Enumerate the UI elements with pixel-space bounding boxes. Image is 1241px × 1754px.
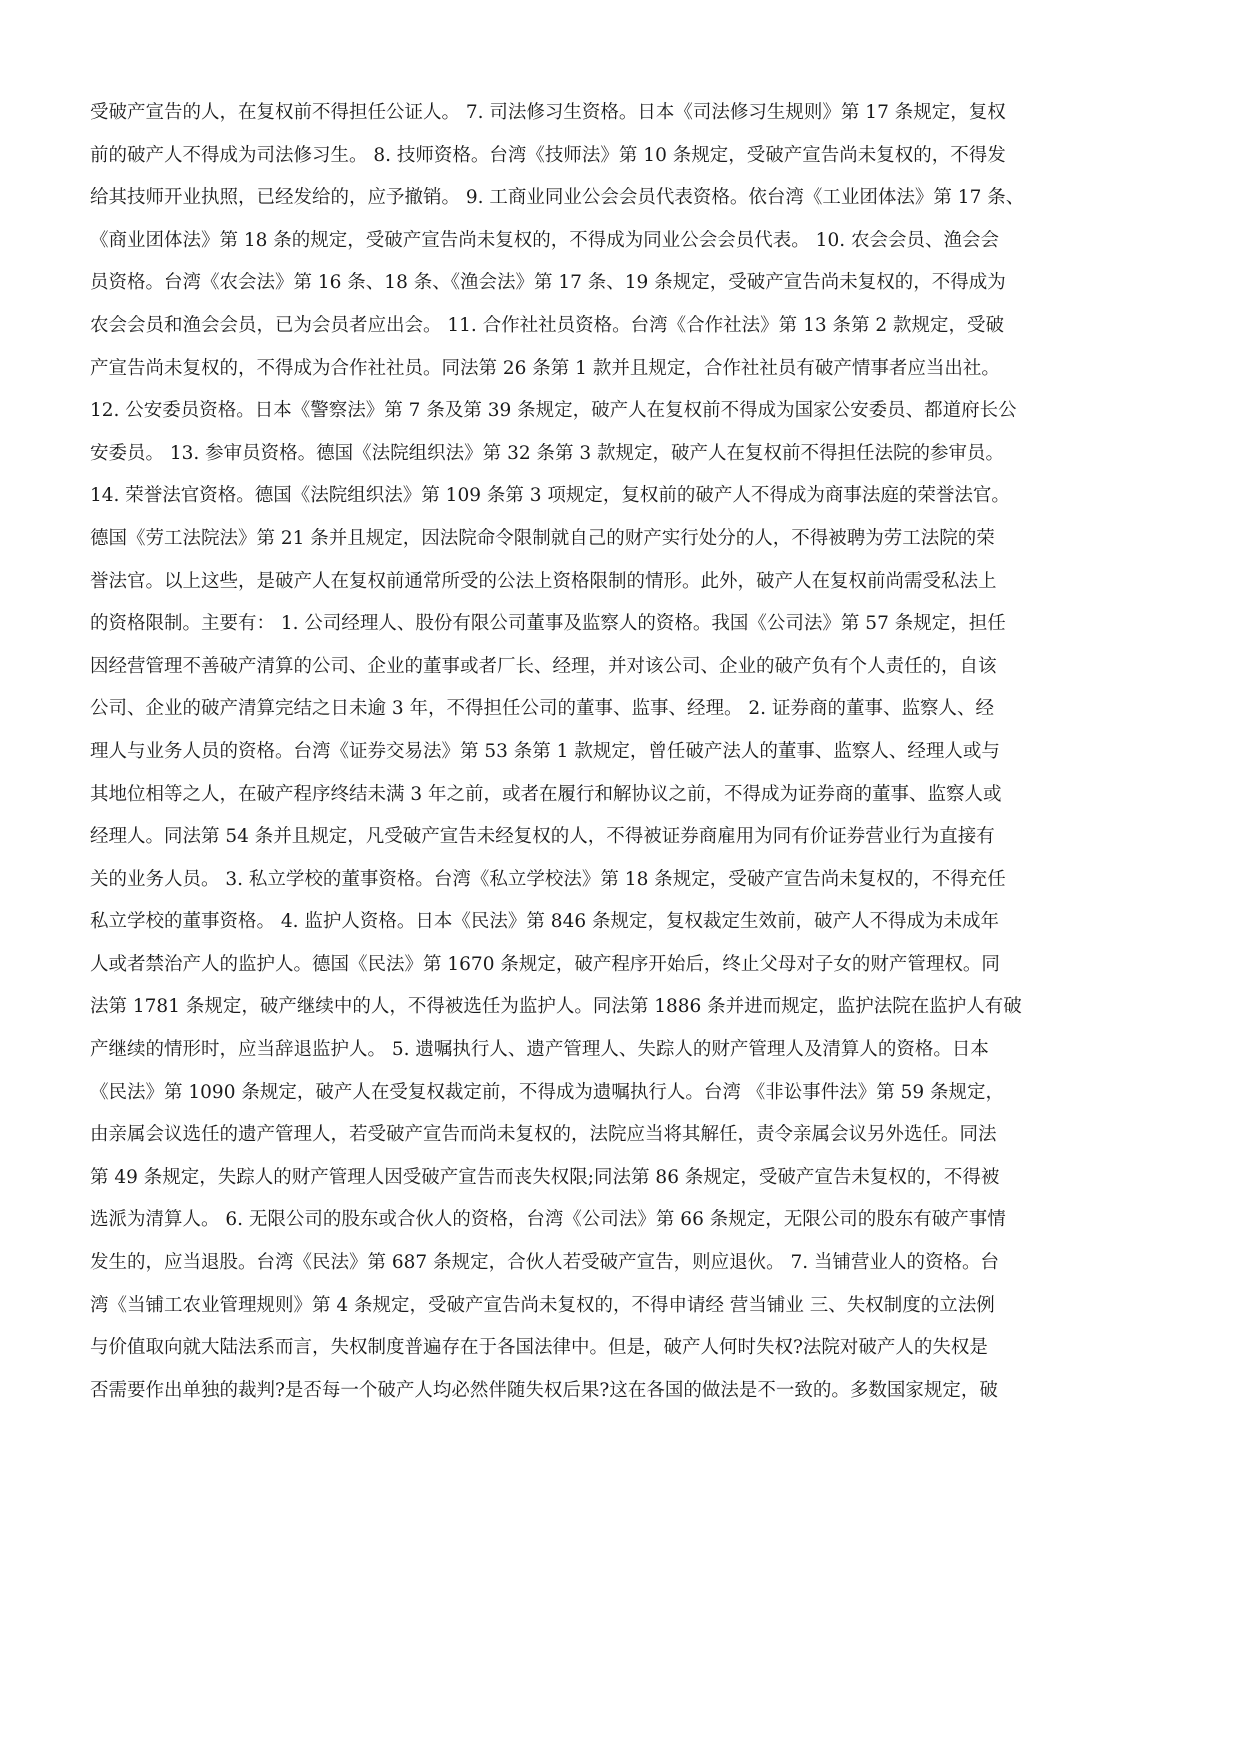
text-line: 由亲属会议选任的遗产管理人，若受破产宣告而尚未复权的，法院应当将其解任，责令亲属会议另外选任。同法 [90,1124,997,1146]
text-line: 《商业团体法》第 18 条的规定，受破产宣告尚未复权的，不得成为同业公会会员代表。 10. 农会会员、渔会会 [90,229,999,251]
text-line: 农会会员和渔会会员，已为会员者应出会。 11. 合作社社员资格。台湾《合作社法》第 13 条第 2 款规定，受破 [90,314,1005,336]
text-line: 12. 公安委员资格。日本《警察法》第 7 条及第 39 条规定，破产人在复权前不得成为国家公安委员、都道府长公 [90,400,1017,422]
text-line: 14. 荣誉法官资格。德国《法院组织法》第 109 条第 3 项规定，复权前的破产人不得成为商事法庭的荣誉法官。 [90,485,1010,507]
text-line: 第 49 条规定，失踪人的财产管理人因受破产宣告而丧失权限;同法第 86 条规定，受破产宣告未复权的，不得被 [90,1166,1000,1188]
text-line: 湾《当铺工农业管理规则》第 4 条规定，受破产宣告尚未复权的，不得申请经 营当铺业 三、失权制度的立法例 [90,1294,995,1316]
document-body [90,92,1150,1412]
text-line: 的资格限制。主要有： 1. 公司经理人、股份有限公司董事及监察人的资格。我国《公司法》第 57 条规定，担任 [90,613,1006,635]
text-line: 给其技师开业执照，已经发给的，应予撤销。 9. 工商业同业公会会员代表资格。依台湾《工业团体法》第 17 条、 [90,187,1025,209]
text-line: 因经营管理不善破产清算的公司、企业的董事或者厂长、经理，并对该公司、企业的破产负有个人责任的，自该 [90,655,997,677]
text-line: 其地位相等之人，在破产程序终结未满 3 年之前，或者在履行和解协议之前，不得成为证券商的董事、监察人或 [90,783,1002,805]
text-line: 人或者禁治产人的监护人。德国《民法》第 1670 条规定，破产程序开始后，终止父母对子女的财产管理权。同 [90,953,1000,975]
text-line: 发生的，应当退股。台湾《民法》第 687 条规定，合伙人若受破产宣告，则应退伙。 7. 当铺营业人的资格。台 [90,1252,999,1274]
text-line: 选派为清算人。 6. 无限公司的股东或合伙人的资格，台湾《公司法》第 66 条规定，无限公司的股东有破产事情 [90,1209,1006,1231]
text-line: 法第 1781 条规定，破产继续中的人，不得被选任为监护人。同法第 1886 条并进而规定，监护法院在监护人有破 [90,996,1022,1018]
text-line: 誉法官。以上这些，是破产人在复权前通常所受的公法上资格限制的情形。此外，破产人在复权前尚需受私法上 [90,570,997,592]
text-line: 员资格。台湾《农会法》第 16 条、18 条、《渔会法》第 17 条、19 条规定，受破产宣告尚未复权的，不得成为 [90,272,1006,294]
text-line: 产继续的情形时，应当辞退监护人。 5. 遗嘱执行人、遗产管理人、失踪人的财产管理人及清算人的资格。日本 [90,1039,989,1061]
text-line: 《民法》第 1090 条规定，破产人在受复权裁定前，不得成为遗嘱执行人。台湾 《非讼事件法》第 59 条规定， [90,1081,1005,1103]
text-line: 关的业务人员。 3. 私立学校的董事资格。台湾《私立学校法》第 18 条规定，受破产宣告尚未复权的，不得充任 [90,868,1006,890]
text-line: 前的破产人不得成为司法修习生。 8. 技师资格。台湾《技师法》第 10 条规定，受破产宣告尚未复权的，不得发 [90,144,1006,166]
text-line: 受破产宣告的人，在复权前不得担任公证人。 7. 司法修习生资格。日本《司法修习生规则》第 17 条规定，复权 [90,102,1006,123]
text-line: 安委员。 13. 参审员资格。德国《法院组织法》第 32 条第 3 款规定，破产人在复权前不得担任法院的参审员。 [90,442,1005,464]
text-line: 产宣告尚未复权的，不得成为合作社社员。同法第 26 条第 1 款并且规定，合作社社员有破产情事者应当出社。 [90,357,1000,379]
text-line: 德国《劳工法院法》第 21 条并且规定，因法院命令限制就自己的财产实行处分的人，不得被聘为劳工法院的荣 [90,527,995,549]
text-line: 理人与业务人员的资格。台湾《证券交易法》第 53 条第 1 款规定，曾任破产法人的董事、监察人、经理人或与 [90,740,1000,762]
text-line: 私立学校的董事资格。 4. 监护人资格。日本《民法》第 846 条规定，复权裁定生效前，破产人不得成为未成年 [90,911,999,933]
text-line: 与价值取向就大陆法系而言，失权制度普遍存在于各国法律中。但是，破产人何时失权?法院对破产人的失权是 [90,1337,988,1359]
text-line: 公司、企业的破产清算完结之日未逾 3 年，不得担任公司的董事、监事、经理。 2. 证券商的董事、监察人、经 [90,698,994,720]
text-line: 否需要作出单独的裁判?是否每一个破产人均必然伴随失权后果?这在各国的做法是不一致的。多数国家规定，破 [90,1379,998,1401]
text-line: 经理人。同法第 54 条并且规定，凡受破产宣告未经复权的人，不得被证券商雇用为同有价证券营业行为直接有 [90,826,995,848]
